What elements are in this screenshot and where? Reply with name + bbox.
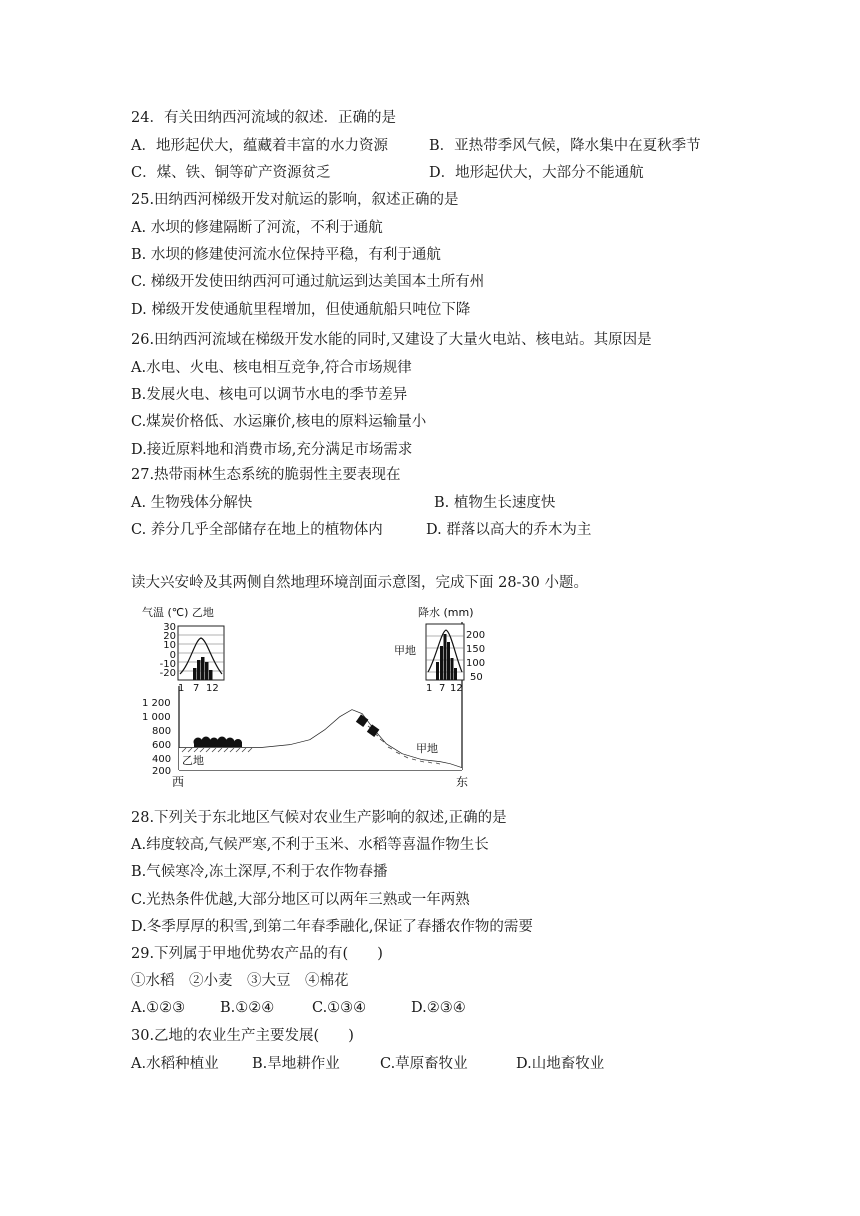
option-29b: B.①②④	[220, 1000, 275, 1016]
temp-tick: 20	[163, 631, 176, 642]
option-29c: C.①③④	[312, 1000, 367, 1016]
option-24c: C．煤、铁、铜等矿产资源贫乏	[131, 165, 331, 181]
vegetation-west	[194, 737, 243, 748]
question-28: 28.下列关于东北地区气候对农业生产影响的叙述,正确的是	[131, 810, 507, 826]
question-30: 30.乙地的农业生产主要发展( )	[131, 1028, 354, 1044]
option-26d: D.接近原料地和消费市场,充分满足市场需求	[131, 442, 413, 458]
option-28a: A.纬度较高,气候严寒,不利于玉米、水稻等喜温作物生长	[131, 837, 489, 853]
option-28d: D.冬季厚厚的积雪,到第二年春季融化,保证了春播农作物的需要	[131, 919, 533, 935]
temp-tick: -20	[159, 668, 176, 679]
option-28c: C.光热条件优越,大部分地区可以两年三熟或一年两熟	[131, 892, 470, 908]
option-28b: B.气候寒冷,冻土深厚,不利于农作物春播	[131, 864, 388, 880]
option-26c: C.煤炭价格低、水运廉价,核电的原料运输量小	[131, 414, 427, 430]
month-tick: 7	[193, 683, 200, 694]
month-tick: 1	[178, 683, 185, 694]
temp-tick: -10	[159, 659, 176, 670]
option-24d: D．地形起伏大，大部分不能通航	[429, 165, 644, 181]
option-29a: A.①②③	[131, 1000, 186, 1016]
elev-tick: 600	[152, 740, 172, 751]
elev-tick: 200	[152, 766, 172, 777]
option-25c: C. 梯级开发使田纳西河可通过航运到达美国本土所有州	[131, 274, 485, 290]
temp-tick: 0	[169, 650, 176, 661]
option-25d: D. 梯级开发使通航里程增加，但使通航船只吨位下降	[131, 302, 471, 318]
elev-tick: 1 200	[142, 698, 171, 709]
option-27d: D. 群落以高大的乔木为主	[426, 522, 592, 538]
question-26: 26.田纳西河流域在梯级开发水能的同时,又建设了大量火电站、核电站。其原因是	[131, 332, 652, 348]
month-tick: 12	[450, 683, 463, 694]
month-tick: 7	[439, 683, 446, 694]
month-tick: 1	[426, 683, 433, 694]
direction-east: 东	[456, 775, 469, 787]
elevation-ticks	[142, 698, 171, 777]
temp-tick: 30	[163, 622, 176, 633]
question-27: 27.热带雨林生态系统的脆弱性主要表现在	[131, 467, 401, 483]
option-29d: D.②③④	[411, 1000, 466, 1016]
option-30c: C.草原畜牧业	[380, 1056, 468, 1072]
option-25b: B. 水坝的修建使河流水位保持平稳，有利于通航	[131, 247, 441, 263]
right-month-ticks	[426, 683, 463, 694]
question-29-items: ①水稻 ②小麦 ③大豆 ④棉花	[131, 973, 349, 989]
elev-tick: 800	[152, 726, 172, 737]
precip-tick: 200	[466, 630, 485, 641]
right-precip-ticks	[466, 630, 485, 683]
figure-intro: 读大兴安岭及其两侧自然地理环境剖面示意图，完成下面 28-30 小题。	[131, 575, 589, 591]
profile-figure	[140, 602, 485, 787]
label-yi-profile: 乙地	[182, 754, 204, 767]
temp-tick: 10	[163, 640, 176, 651]
left-climate-chart	[160, 622, 224, 694]
option-27a: A. 生物残体分解快	[131, 495, 253, 511]
option-27c: C. 养分几乎全部储存在地上的植物体内	[131, 522, 383, 538]
elev-tick: 400	[152, 754, 172, 765]
elev-tick: 1 000	[142, 712, 171, 723]
precip-tick: 100	[466, 658, 485, 669]
question-25: 25.田纳西河梯级开发对航运的影响，叙述正确的是	[131, 192, 459, 208]
label-jia-chart: 甲地	[394, 644, 416, 657]
label-jia-profile: 甲地	[416, 742, 438, 755]
question-24: 24．有关田纳西河流域的叙述．正确的是	[131, 110, 396, 126]
precip-tick: 150	[466, 644, 485, 655]
left-temp-ticks	[160, 622, 176, 679]
option-26a: A.水电、火电、核电相互竞争,符合市场规律	[131, 360, 412, 376]
question-29: 29.下列属于甲地优势农产品的有( )	[131, 946, 383, 962]
precip-tick: 50	[470, 672, 483, 683]
option-25a: A. 水坝的修建隔断了河流，不利于通航	[131, 220, 383, 236]
option-30d: D.山地畜牧业	[516, 1056, 605, 1072]
right-climate-chart	[426, 624, 485, 694]
direction-west: 西	[172, 775, 185, 787]
option-24b: B．亚热带季风气候，降水集中在夏秋季节	[429, 138, 701, 154]
option-30a: A.水稻种植业	[131, 1056, 219, 1072]
option-26b: B.发展火电、核电可以调节水电的季节差异	[131, 387, 408, 403]
option-24a: A．地形起伏大，蕴藏着丰富的水力资源	[131, 138, 388, 154]
left-month-ticks	[178, 683, 219, 694]
month-tick: 12	[206, 683, 219, 694]
right-chart-title: 降水 (mm)	[418, 606, 474, 619]
left-chart-title: 气温 (℃) 乙地	[142, 606, 214, 619]
option-30b: B.旱地耕作业	[252, 1056, 340, 1072]
option-27b: B. 植物生长速度快	[434, 495, 556, 511]
